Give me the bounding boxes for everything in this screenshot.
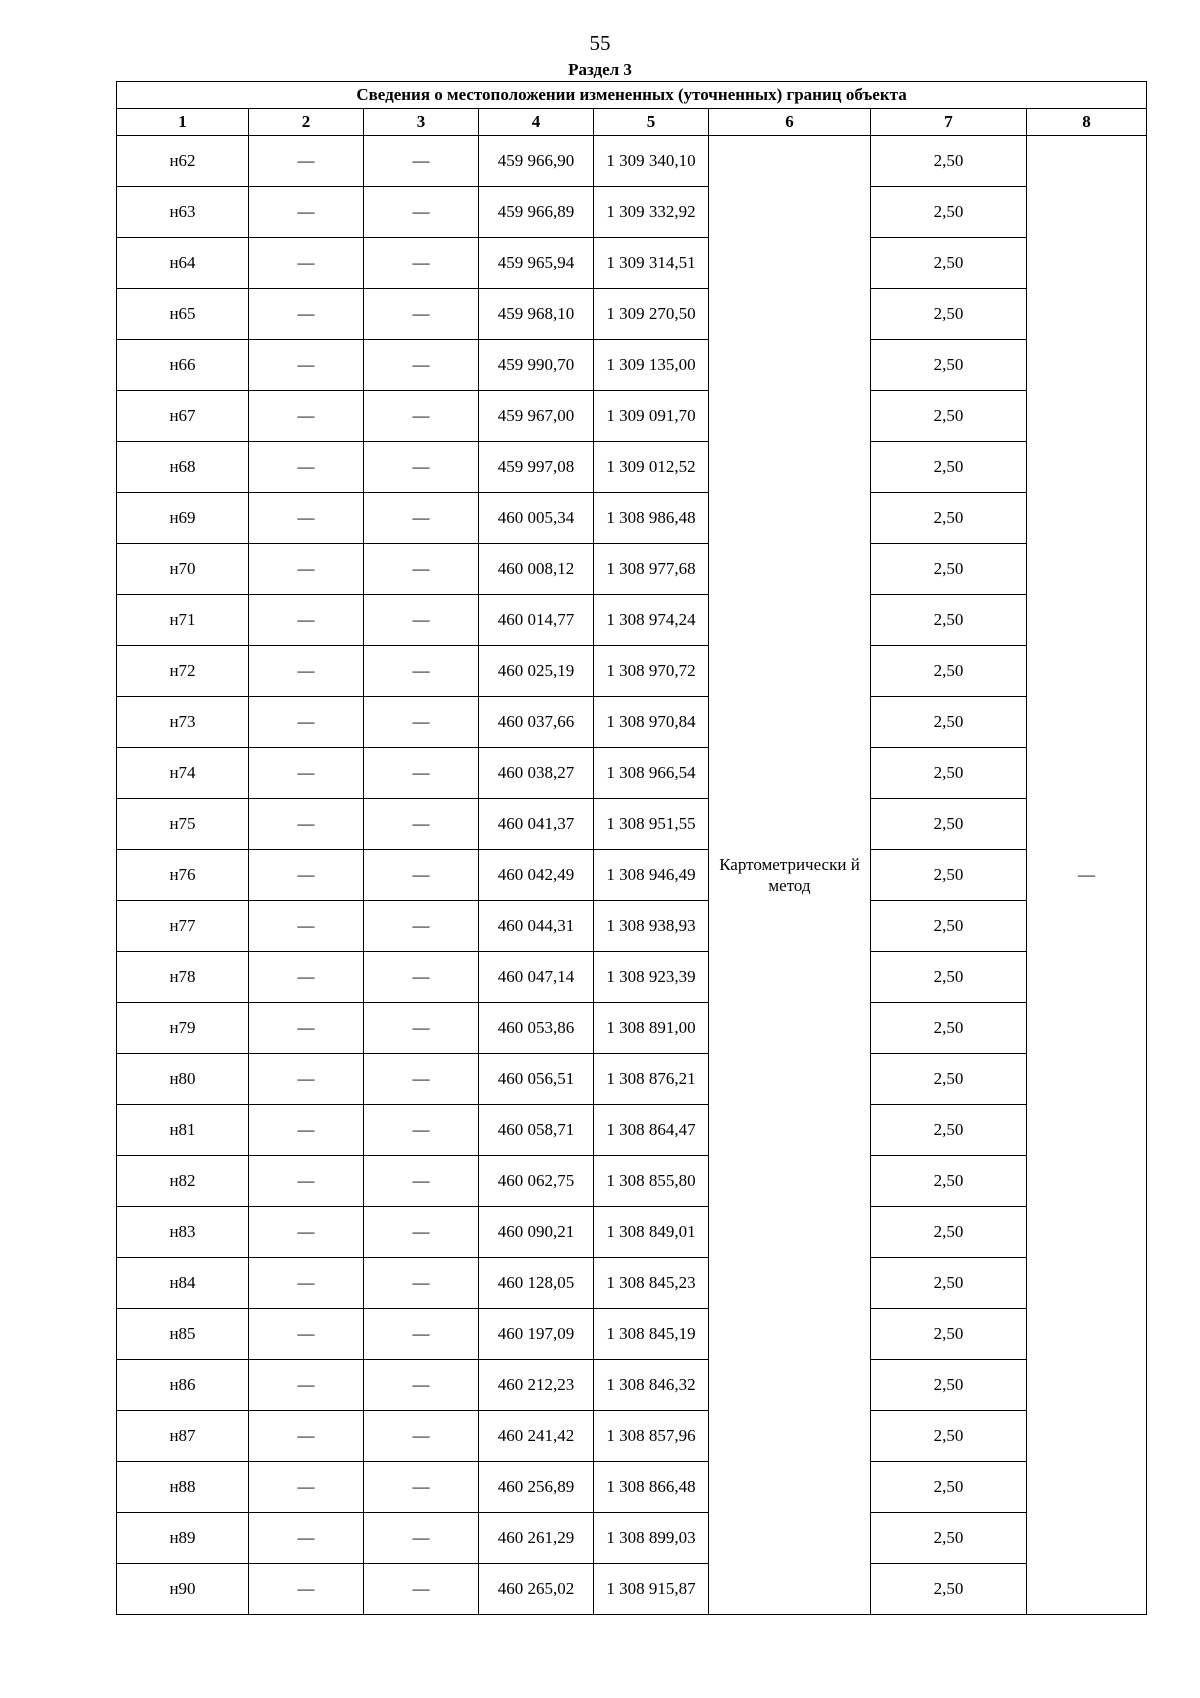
accuracy-cell: 2,50 — [871, 1258, 1027, 1309]
accuracy-cell: 2,50 — [871, 1105, 1027, 1156]
point-id-cell: н67 — [117, 391, 249, 442]
col3-cell: — — [364, 1258, 479, 1309]
y-coordinate-cell: 1 309 091,70 — [594, 391, 709, 442]
x-coordinate-cell: 460 042,49 — [479, 850, 594, 901]
table-caption: Сведения о местоположении измененных (уточненных) границ объекта — [117, 82, 1147, 109]
table-row — [117, 1003, 1147, 1054]
col3-cell: — — [364, 1360, 479, 1411]
y-coordinate-cell: 1 308 938,93 — [594, 901, 709, 952]
col2-cell: — — [249, 442, 364, 493]
x-coordinate-cell: 460 044,31 — [479, 901, 594, 952]
col3-cell: — — [364, 442, 479, 493]
y-coordinate-cell: 1 308 864,47 — [594, 1105, 709, 1156]
x-coordinate-cell: 459 968,10 — [479, 289, 594, 340]
point-id-cell: н62 — [117, 136, 249, 187]
boundary-table — [116, 81, 1147, 1615]
point-id-cell: н79 — [117, 1003, 249, 1054]
point-id-cell: н66 — [117, 340, 249, 391]
y-coordinate-cell: 1 309 135,00 — [594, 340, 709, 391]
col2-cell: — — [249, 595, 364, 646]
y-coordinate-cell: 1 308 846,32 — [594, 1360, 709, 1411]
col3-cell: — — [364, 1207, 479, 1258]
table-row — [117, 1105, 1147, 1156]
col3-cell: — — [364, 238, 479, 289]
accuracy-cell: 2,50 — [871, 1156, 1027, 1207]
table-row — [117, 442, 1147, 493]
accuracy-cell: 2,50 — [871, 799, 1027, 850]
x-coordinate-cell: 460 128,05 — [479, 1258, 594, 1309]
method-cell: Картометрически й метод — [709, 136, 871, 1615]
table-row — [117, 1411, 1147, 1462]
col3-cell: — — [364, 1156, 479, 1207]
table-row — [117, 1258, 1147, 1309]
y-coordinate-cell: 1 308 915,87 — [594, 1564, 709, 1615]
point-id-cell: н63 — [117, 187, 249, 238]
y-coordinate-cell: 1 308 876,21 — [594, 1054, 709, 1105]
y-coordinate-cell: 1 308 855,80 — [594, 1156, 709, 1207]
col3-cell: — — [364, 136, 479, 187]
col2-cell: — — [249, 646, 364, 697]
table-row — [117, 952, 1147, 1003]
col2-cell: — — [249, 850, 364, 901]
accuracy-cell: 2,50 — [871, 187, 1027, 238]
table-row — [117, 850, 1147, 901]
table-row — [117, 493, 1147, 544]
table-row — [117, 1360, 1147, 1411]
point-id-cell: н76 — [117, 850, 249, 901]
y-coordinate-cell: 1 308 974,24 — [594, 595, 709, 646]
col2-cell: — — [249, 952, 364, 1003]
point-id-cell: н90 — [117, 1564, 249, 1615]
column-number: 5 — [594, 109, 709, 136]
column-number-row — [117, 109, 1147, 136]
col3-cell: — — [364, 901, 479, 952]
accuracy-cell: 2,50 — [871, 697, 1027, 748]
col2-cell: — — [249, 136, 364, 187]
col3-cell: — — [364, 340, 479, 391]
point-id-cell: н69 — [117, 493, 249, 544]
column-number: 2 — [249, 109, 364, 136]
y-coordinate-cell: 1 308 966,54 — [594, 748, 709, 799]
col2-cell: — — [249, 289, 364, 340]
accuracy-cell: 2,50 — [871, 289, 1027, 340]
accuracy-cell: 2,50 — [871, 1309, 1027, 1360]
x-coordinate-cell: 460 056,51 — [479, 1054, 594, 1105]
point-id-cell: н83 — [117, 1207, 249, 1258]
col2-cell: — — [249, 187, 364, 238]
y-coordinate-cell: 1 309 314,51 — [594, 238, 709, 289]
x-coordinate-cell: 460 041,37 — [479, 799, 594, 850]
point-id-cell: н65 — [117, 289, 249, 340]
table-row — [117, 646, 1147, 697]
col3-cell: — — [364, 952, 479, 1003]
table-row — [117, 136, 1147, 187]
x-coordinate-cell: 460 062,75 — [479, 1156, 594, 1207]
y-coordinate-cell: 1 308 866,48 — [594, 1462, 709, 1513]
accuracy-cell: 2,50 — [871, 136, 1027, 187]
col2-cell: — — [249, 1054, 364, 1105]
table-row — [117, 544, 1147, 595]
column-number: 8 — [1027, 109, 1147, 136]
point-id-cell: н77 — [117, 901, 249, 952]
accuracy-cell: 2,50 — [871, 646, 1027, 697]
accuracy-cell: 2,50 — [871, 595, 1027, 646]
point-id-cell: н80 — [117, 1054, 249, 1105]
x-coordinate-cell: 460 241,42 — [479, 1411, 594, 1462]
x-coordinate-cell: 460 038,27 — [479, 748, 594, 799]
x-coordinate-cell: 460 256,89 — [479, 1462, 594, 1513]
col2-cell: — — [249, 748, 364, 799]
table-row — [117, 340, 1147, 391]
accuracy-cell: 2,50 — [871, 493, 1027, 544]
x-coordinate-cell: 460 047,14 — [479, 952, 594, 1003]
x-coordinate-cell: 460 058,71 — [479, 1105, 594, 1156]
point-id-cell: н73 — [117, 697, 249, 748]
x-coordinate-cell: 459 967,00 — [479, 391, 594, 442]
col2-cell: — — [249, 544, 364, 595]
col3-cell: — — [364, 1411, 479, 1462]
table-row — [117, 1564, 1147, 1615]
table-body — [117, 136, 1147, 1615]
x-coordinate-cell: 460 037,66 — [479, 697, 594, 748]
table-row — [117, 799, 1147, 850]
col2-cell: — — [249, 1513, 364, 1564]
x-coordinate-cell: 459 966,90 — [479, 136, 594, 187]
x-coordinate-cell: 460 090,21 — [479, 1207, 594, 1258]
x-coordinate-cell: 460 265,02 — [479, 1564, 594, 1615]
x-coordinate-cell: 460 014,77 — [479, 595, 594, 646]
col3-cell: — — [364, 1513, 479, 1564]
col3-cell: — — [364, 1054, 479, 1105]
accuracy-cell: 2,50 — [871, 1207, 1027, 1258]
col2-cell: — — [249, 1105, 364, 1156]
x-coordinate-cell: 460 005,34 — [479, 493, 594, 544]
table-row — [117, 901, 1147, 952]
y-coordinate-cell: 1 309 340,10 — [594, 136, 709, 187]
x-coordinate-cell: 460 008,12 — [479, 544, 594, 595]
table-row — [117, 697, 1147, 748]
accuracy-cell: 2,50 — [871, 1513, 1027, 1564]
accuracy-cell: 2,50 — [871, 1360, 1027, 1411]
y-coordinate-cell: 1 308 986,48 — [594, 493, 709, 544]
column-number: 7 — [871, 109, 1027, 136]
y-coordinate-cell: 1 308 977,68 — [594, 544, 709, 595]
table-row — [117, 1513, 1147, 1564]
col3-cell: — — [364, 697, 479, 748]
column-number: 1 — [117, 109, 249, 136]
x-coordinate-cell: 460 197,09 — [479, 1309, 594, 1360]
y-coordinate-cell: 1 309 270,50 — [594, 289, 709, 340]
x-coordinate-cell: 460 212,23 — [479, 1360, 594, 1411]
col3-cell: — — [364, 544, 479, 595]
column-number: 4 — [479, 109, 594, 136]
col2-cell: — — [249, 238, 364, 289]
accuracy-cell: 2,50 — [871, 442, 1027, 493]
x-coordinate-cell: 459 966,89 — [479, 187, 594, 238]
y-coordinate-cell: 1 309 012,52 — [594, 442, 709, 493]
point-id-cell: н88 — [117, 1462, 249, 1513]
table-row — [117, 1462, 1147, 1513]
y-coordinate-cell: 1 309 332,92 — [594, 187, 709, 238]
accuracy-cell: 2,50 — [871, 238, 1027, 289]
point-id-cell: н70 — [117, 544, 249, 595]
y-coordinate-cell: 1 308 845,19 — [594, 1309, 709, 1360]
point-id-cell: н74 — [117, 748, 249, 799]
column-number: 6 — [709, 109, 871, 136]
accuracy-cell: 2,50 — [871, 340, 1027, 391]
x-coordinate-cell: 460 053,86 — [479, 1003, 594, 1054]
accuracy-cell: 2,50 — [871, 1411, 1027, 1462]
col2-cell: — — [249, 1309, 364, 1360]
point-id-cell: н89 — [117, 1513, 249, 1564]
col2-cell: — — [249, 799, 364, 850]
col3-cell: — — [364, 646, 479, 697]
col3-cell: — — [364, 748, 479, 799]
col2-cell: — — [249, 493, 364, 544]
y-coordinate-cell: 1 308 951,55 — [594, 799, 709, 850]
y-coordinate-cell: 1 308 857,96 — [594, 1411, 709, 1462]
col8-cell: — — [1027, 136, 1147, 1615]
y-coordinate-cell: 1 308 970,72 — [594, 646, 709, 697]
col2-cell: — — [249, 1462, 364, 1513]
point-id-cell: н64 — [117, 238, 249, 289]
table-row — [117, 1207, 1147, 1258]
x-coordinate-cell: 459 965,94 — [479, 238, 594, 289]
col2-cell: — — [249, 391, 364, 442]
col3-cell: — — [364, 799, 479, 850]
accuracy-cell: 2,50 — [871, 952, 1027, 1003]
table-row — [117, 1156, 1147, 1207]
accuracy-cell: 2,50 — [871, 391, 1027, 442]
section-title: Раздел 3 — [568, 60, 632, 79]
col2-cell: — — [249, 1411, 364, 1462]
col3-cell: — — [364, 493, 479, 544]
accuracy-cell: 2,50 — [871, 1564, 1027, 1615]
y-coordinate-cell: 1 308 946,49 — [594, 850, 709, 901]
y-coordinate-cell: 1 308 849,01 — [594, 1207, 709, 1258]
column-number: 3 — [364, 109, 479, 136]
col3-cell: — — [364, 289, 479, 340]
col3-cell: — — [364, 595, 479, 646]
accuracy-cell: 2,50 — [871, 748, 1027, 799]
x-coordinate-cell: 459 990,70 — [479, 340, 594, 391]
col2-cell: — — [249, 697, 364, 748]
accuracy-cell: 2,50 — [871, 901, 1027, 952]
col2-cell: — — [249, 340, 364, 391]
x-coordinate-cell: 459 997,08 — [479, 442, 594, 493]
col2-cell: — — [249, 1258, 364, 1309]
table-row — [117, 1054, 1147, 1105]
col3-cell: — — [364, 1309, 479, 1360]
y-coordinate-cell: 1 308 923,39 — [594, 952, 709, 1003]
accuracy-cell: 2,50 — [871, 1054, 1027, 1105]
col3-cell: — — [364, 1105, 479, 1156]
page-number: 55 — [589, 31, 611, 55]
accuracy-cell: 2,50 — [871, 544, 1027, 595]
point-id-cell: н71 — [117, 595, 249, 646]
col3-cell: — — [364, 850, 479, 901]
table-row — [117, 187, 1147, 238]
accuracy-cell: 2,50 — [871, 1462, 1027, 1513]
accuracy-cell: 2,50 — [871, 850, 1027, 901]
table-row — [117, 748, 1147, 799]
table-row — [117, 1309, 1147, 1360]
y-coordinate-cell: 1 308 899,03 — [594, 1513, 709, 1564]
point-id-cell: н84 — [117, 1258, 249, 1309]
col3-cell: — — [364, 1564, 479, 1615]
y-coordinate-cell: 1 308 891,00 — [594, 1003, 709, 1054]
point-id-cell: н86 — [117, 1360, 249, 1411]
table-row — [117, 238, 1147, 289]
col3-cell: — — [364, 391, 479, 442]
col2-cell: — — [249, 1564, 364, 1615]
table-row — [117, 289, 1147, 340]
point-id-cell: н75 — [117, 799, 249, 850]
y-coordinate-cell: 1 308 845,23 — [594, 1258, 709, 1309]
col3-cell: — — [364, 187, 479, 238]
table-row — [117, 595, 1147, 646]
col2-cell: — — [249, 1156, 364, 1207]
x-coordinate-cell: 460 025,19 — [479, 646, 594, 697]
point-id-cell: н81 — [117, 1105, 249, 1156]
col3-cell: — — [364, 1462, 479, 1513]
point-id-cell: н85 — [117, 1309, 249, 1360]
x-coordinate-cell: 460 261,29 — [479, 1513, 594, 1564]
accuracy-cell: 2,50 — [871, 1003, 1027, 1054]
point-id-cell: н87 — [117, 1411, 249, 1462]
point-id-cell: н68 — [117, 442, 249, 493]
table-row — [117, 391, 1147, 442]
point-id-cell: н72 — [117, 646, 249, 697]
y-coordinate-cell: 1 308 970,84 — [594, 697, 709, 748]
col2-cell: — — [249, 1003, 364, 1054]
point-id-cell: н82 — [117, 1156, 249, 1207]
point-id-cell: н78 — [117, 952, 249, 1003]
col3-cell: — — [364, 1003, 479, 1054]
col2-cell: — — [249, 1360, 364, 1411]
col2-cell: — — [249, 1207, 364, 1258]
col2-cell: — — [249, 901, 364, 952]
